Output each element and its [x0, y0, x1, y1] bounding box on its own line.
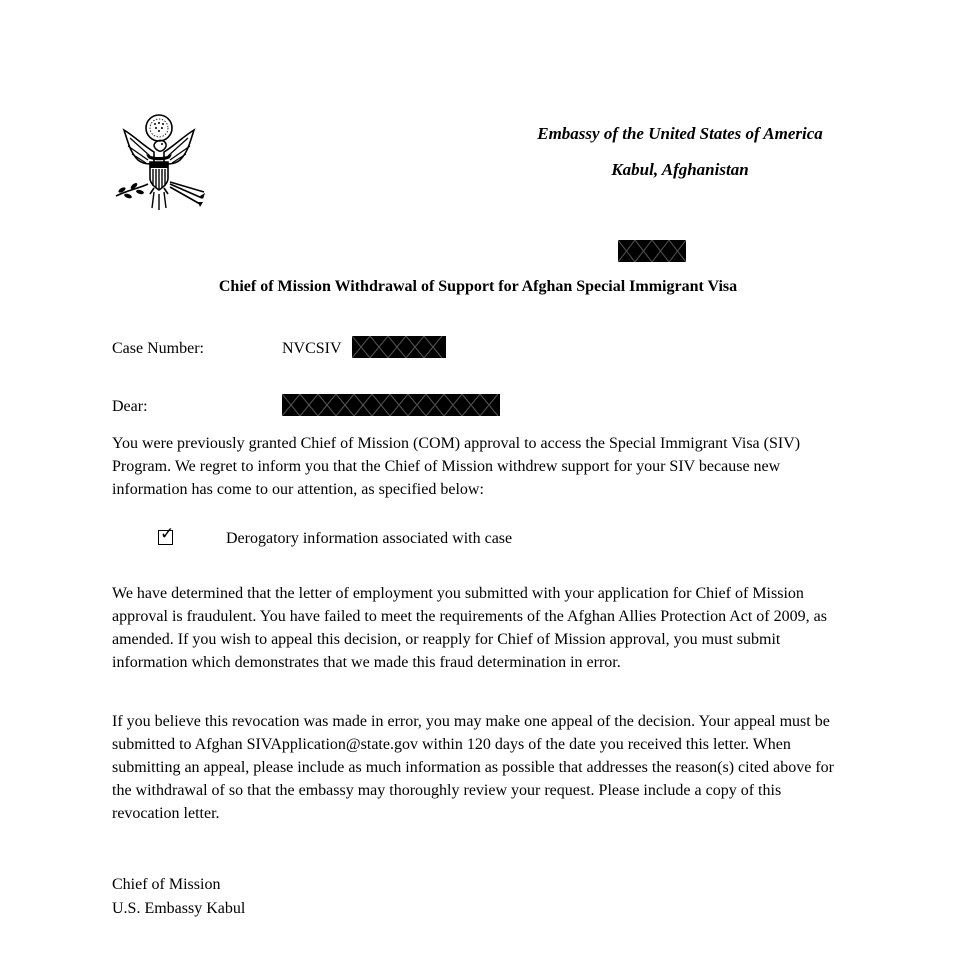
embassy-location: Kabul, Afghanistan: [611, 160, 749, 179]
embassy-name: Embassy of the United States of America: [537, 124, 823, 143]
determination-paragraph: We have determined that the letter of employment you submitted with your application for Chief of Mission approval is fraudulent. You have failed to meet the requirements of the Afghan Allies Protection Act of 2009, as amended. If you wish to appeal this decision, or reapply for Chief of Mission approval, you must submit information which demonstrates that we made this fraud determination in error.: [112, 585, 827, 671]
letter-title: Chief of Mission Withdrawal of Support for Afghan Special Immigrant Visa: [218, 278, 738, 295]
appeal-paragraph: If you believe this revocation was made in error, you may make one appeal of the decision. Your appeal must be submitted to Afghan SIVApplication@state.gov within 120 days of the date you received this letter. When submitting an appeal, please include as much information as possible that addresses the reason(s) cited above for the withdrawal of so that the embassy may thoroughly review your request. Please include a copy of this revocation letter.: [112, 713, 835, 822]
signature-title: Chief of Mission: [112, 876, 221, 893]
reason-checkbox: [158, 524, 175, 545]
redacted-date: [618, 240, 686, 262]
checkmark-icon: ✓: [160, 524, 175, 544]
intro-paragraph: You were previously granted Chief of Mission (COM) approval to access the Special Immigrant Visa (SIV) Program. We regret to inform you that the Chief of Mission withdrew support for your SIV because new information has come to our attention, as specified below:: [112, 435, 801, 498]
salutation-label: Dear:: [112, 398, 148, 415]
redacted-case-number: [352, 336, 446, 358]
signature-office: U.S. Embassy Kabul: [112, 900, 246, 917]
signature-block: [112, 873, 245, 921]
great-seal-icon: [110, 112, 208, 212]
redacted-recipient-name: [282, 394, 500, 416]
embassy-header: [480, 116, 880, 188]
reason-label: Derogatory information associated with case: [226, 530, 513, 547]
case-number-prefix: NVCSIV: [282, 340, 342, 357]
case-number-label: Case Number:: [112, 340, 204, 357]
